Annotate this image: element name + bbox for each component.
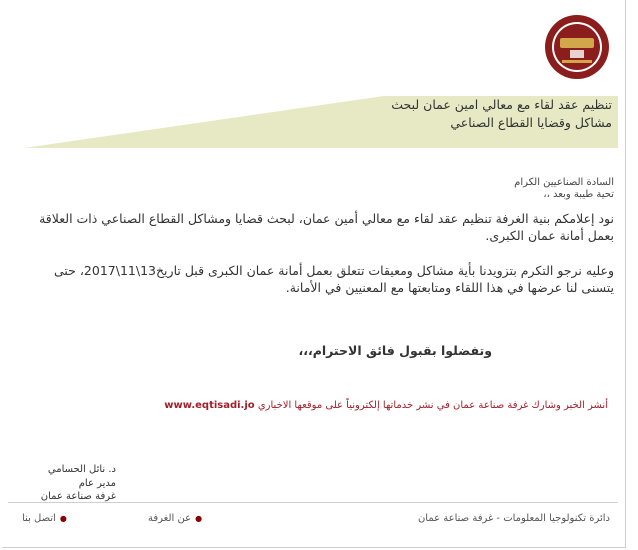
share-text: أنشر الخبر وشارك غرفة صناعة عمان في نشر خدماتها إلكترونياً على موقعها الاخباري <box>257 400 608 411</box>
closing-line: وتفضلوا بقبول فائق الاحترام،،، <box>298 343 492 358</box>
salutation-line1: السادة الصناعيين الكرام <box>514 177 614 188</box>
signature-org: غرفة صناعة عمان <box>40 491 116 502</box>
body-paragraph-1: نود إعلامكم بنية الغرفة تنظيم عقد لقاء مع معالي أمين عمان، لبحث قضايا ومشاكل القطاع الصناعي ذات العلاقة بعمل أمانة عمان الكبرى. <box>39 211 614 243</box>
body-paragraph-2: وعليه نرجو التكرم بتزويدنا بأية مشاكل ومعيقات تتعلق بعمل أمانة عمان الكبرى قبل تاريخ13\11\2017، حتى يتسنى لنا عرضها في هذا اللقاء ومتابعتها مع المعنيين في الأمانة. <box>53 263 614 295</box>
share-url-link[interactable]: www.eqtisadi.jo <box>164 400 255 411</box>
signature-role: مدير عام <box>78 478 116 489</box>
footer-contact-label[interactable]: اتصل بنا <box>22 513 56 524</box>
footer-about-link[interactable] <box>148 513 202 524</box>
footer-department: دائرة تكنولوجيا المعلومات - غرفة صناعة عمان <box>417 513 610 524</box>
footer-divider <box>8 502 618 503</box>
bullet-icon: ● <box>59 514 67 523</box>
salutation-line2: تحية طيبة وبعد ،، <box>543 189 614 200</box>
footer-about-label[interactable]: عن الغرفة <box>148 513 192 524</box>
signature-name: د. نائل الحسامي <box>47 464 116 475</box>
chamber-logo <box>544 14 610 80</box>
chamber-of-industry-seal-icon <box>544 14 610 80</box>
footer-contact-link[interactable] <box>22 513 67 524</box>
news-title: تنظيم عقد لقاء مع معالي امين عمان لبحث مشاكل وقضايا القطاع الصناعي <box>391 97 612 130</box>
share-notice <box>48 400 608 411</box>
bullet-icon: ● <box>195 514 203 523</box>
